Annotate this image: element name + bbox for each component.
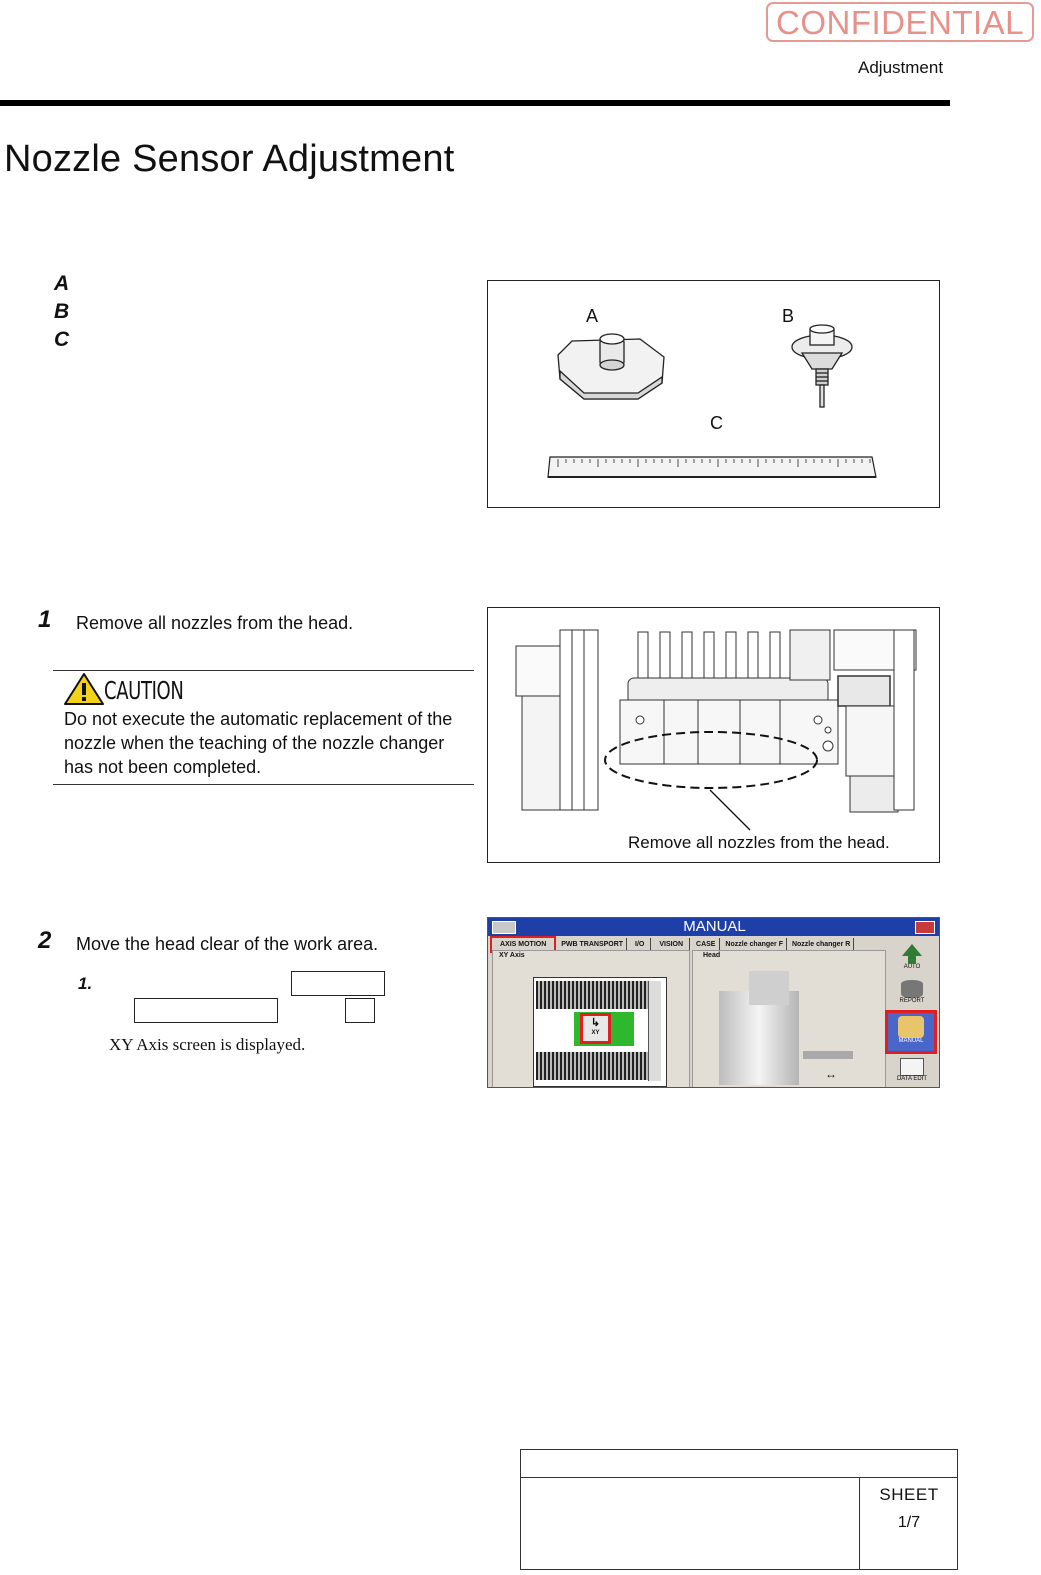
step-2-text: Move the head clear of the work area. — [76, 934, 379, 954]
side-button-report[interactable] — [890, 978, 934, 1008]
section-label: Adjustment — [858, 58, 944, 77]
caution-text: Do not execute the automatic replacement of the nozzle when the teaching of the nozzle changer has not been completed. — [64, 709, 453, 777]
button-name-box-3 — [345, 998, 375, 1023]
tool-letter-c: C — [54, 328, 70, 351]
figure-label-a: A — [586, 306, 599, 326]
side-button-data-edit[interactable] — [890, 1056, 934, 1086]
xy-arrow-icon: ↳ — [590, 1017, 601, 1029]
report-icon — [901, 980, 923, 998]
step-1-number: 1 — [38, 606, 52, 633]
window-close-icon[interactable] — [915, 921, 935, 934]
caution-label: CAUTION — [104, 676, 184, 705]
tab-axis-motion[interactable]: AXIS MOTION — [490, 936, 556, 953]
step-2-number: 2 — [38, 927, 52, 954]
head-panel — [692, 950, 886, 1088]
side-button-report-label: REPORT — [899, 998, 925, 1004]
xy-axis-panel-label: XY Axis — [499, 952, 525, 959]
xy-axis-panel — [492, 950, 690, 1088]
header-rule — [0, 100, 950, 106]
nozzle-shaft — [638, 632, 648, 680]
sheet-number: 1/7 — [897, 1514, 921, 1531]
scale-c-drawing — [548, 457, 876, 477]
nozzle-b-drawing — [792, 325, 852, 407]
tab-io[interactable]: I/O — [629, 938, 651, 951]
caution-bottom-rule — [53, 784, 474, 785]
manual-screen-figure — [487, 917, 940, 1088]
tools-figure — [487, 280, 940, 508]
side-button-data-edit-label: DATA EDIT — [896, 1076, 928, 1082]
xy-button[interactable] — [580, 1013, 611, 1044]
confidential-stamp: CONFIDENTIAL — [766, 2, 1034, 42]
figure-label-b: B — [782, 306, 795, 326]
nozzle-shaft — [770, 632, 780, 680]
caution-top-rule — [53, 670, 474, 671]
nozzle-shaft — [704, 632, 714, 680]
side-button-auto-label: AUTO — [903, 964, 921, 970]
nozzle-shaft — [748, 632, 758, 680]
warning-icon — [63, 672, 105, 706]
tab-case[interactable]: CASE — [692, 938, 720, 951]
button-name-box-1 — [291, 971, 385, 996]
manual-icon — [898, 1016, 924, 1038]
sheet-cell — [859, 1477, 958, 1569]
nozzle-shaft — [682, 632, 692, 680]
jig-a-drawing — [558, 334, 664, 399]
manual-tab-strip — [488, 936, 888, 949]
left-right-arrow-icon: ↔ — [825, 1067, 837, 1081]
nozzle-shaft — [726, 632, 736, 680]
manual-title: MANUAL — [683, 918, 746, 935]
head-panel-label: Head — [703, 952, 721, 959]
tool-letter-a: A — [54, 272, 70, 295]
side-button-manual[interactable] — [885, 1010, 937, 1054]
tab-vision[interactable]: VISION — [653, 938, 690, 951]
head-figure — [487, 607, 940, 863]
auto-icon — [902, 944, 922, 964]
side-button-auto[interactable] — [890, 942, 934, 976]
data-edit-icon — [900, 1058, 924, 1076]
side-button-manual-label: MANUAL — [898, 1038, 924, 1044]
tab-pwb-transport[interactable]: PWB TRANSPORT — [558, 938, 627, 951]
tool-letter-b: B — [54, 300, 70, 323]
tools-illustration — [488, 281, 940, 508]
nozzle-shaft — [660, 632, 670, 680]
callout-leader-line — [710, 790, 750, 830]
page-title: Nozzle Sensor Adjustment — [4, 138, 455, 180]
xy-button-label: XY — [591, 1030, 600, 1036]
tab-nozzle-changer-f[interactable]: Nozzle changer F — [722, 938, 787, 951]
head-illustration — [488, 608, 940, 863]
button-name-box-2 — [134, 998, 278, 1023]
substep-1-number: 1. — [78, 974, 93, 993]
figure-label-c: C — [710, 413, 723, 433]
tab-nozzle-changer-r[interactable]: Nozzle changer R — [789, 938, 854, 951]
head-figure-caption: Remove all nozzles from the head. — [628, 833, 890, 852]
substep-note: XY Axis screen is displayed. — [109, 1035, 306, 1054]
manual-titlebar — [488, 918, 940, 936]
sheet-label: SHEET — [879, 1485, 939, 1504]
step-1-text: Remove all nozzles from the head. — [76, 613, 354, 633]
